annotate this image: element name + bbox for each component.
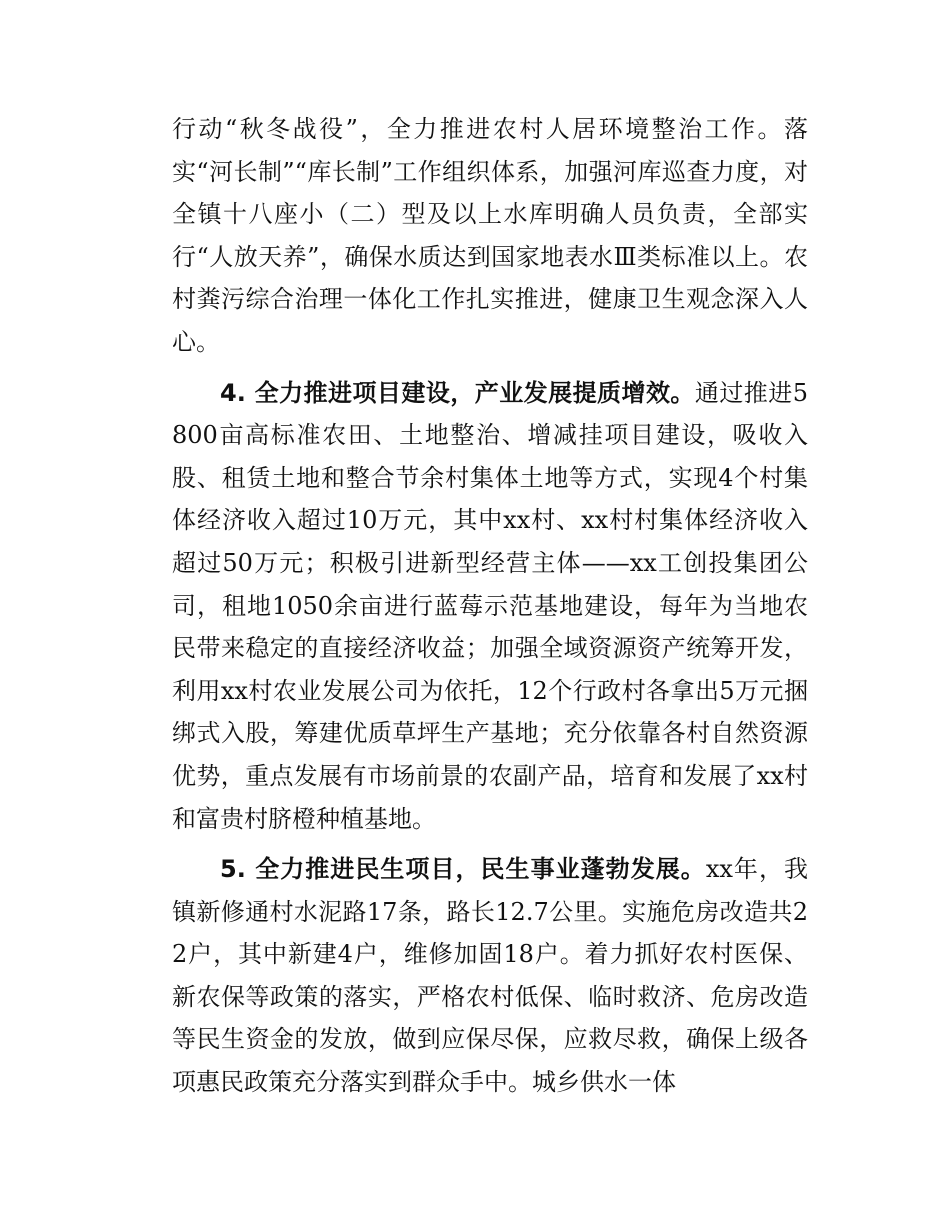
document-page [172, 108, 808, 1104]
section-heading-4: 4. 全力推进项目建设，产业发展提质增效。 [220, 378, 695, 407]
section-heading-5: 5. 全力推进民生项目，民生事业蓬勃发展。 [220, 855, 706, 884]
paragraph-environment-continuation [172, 108, 808, 364]
paragraph-text: xx年，我镇新修通村水泥路17条，路长12.7公里。实施危房改造共22户，其中新建4户，维修加固18户。着力抓好农村医保、新农保等政策的落实，严格农村低保、临时救济、危房改造等民生资金的发放，做到应保尽保，应救尽救，确保上级各项惠民政策充分落实到群众手中。城乡供水一体 [172, 855, 809, 1097]
paragraph-text: 行动“秋冬战役”，全力推进农村人居环境整治工作。落实“河长制”“库长制”工作组织体系，加强河库巡查力度，对全镇十八座小（二）型及以上水库明确人员负责，全部实行“人放天养”，确保水质达到国家地表水Ⅲ类标准以上。农村粪污综合治理一体化工作扎实推进，健康卫生观念深入人心。 [172, 115, 808, 356]
paragraph-project-construction [172, 372, 808, 841]
paragraph-text: 通过推进5800亩高标准农田、土地整治、增减挂项目建设，吸收入股、租赁土地和整合节余村集体土地等方式，实现4个村集体经济收入超过10万元，其中xx村、xx村村集体经济收入超过50万元；积极引进新型经营主体——xx工创投集团公司，租地1050余亩进行蓝莓示范基地建设，每年为当地农民带来稳定的直接经济收益；加强全域资源资产统筹开发，利用xx村农业发展公司为依托，12个行政村各拿出5万元捆绑式入股，筹建优质草坪生产基地；充分依靠各村自然资源优势，重点发展有市场前景的农副产品，培育和发展了xx村和富贵村脐橙种植基地。 [172, 378, 808, 833]
paragraph-livelihood-projects [172, 848, 808, 1104]
